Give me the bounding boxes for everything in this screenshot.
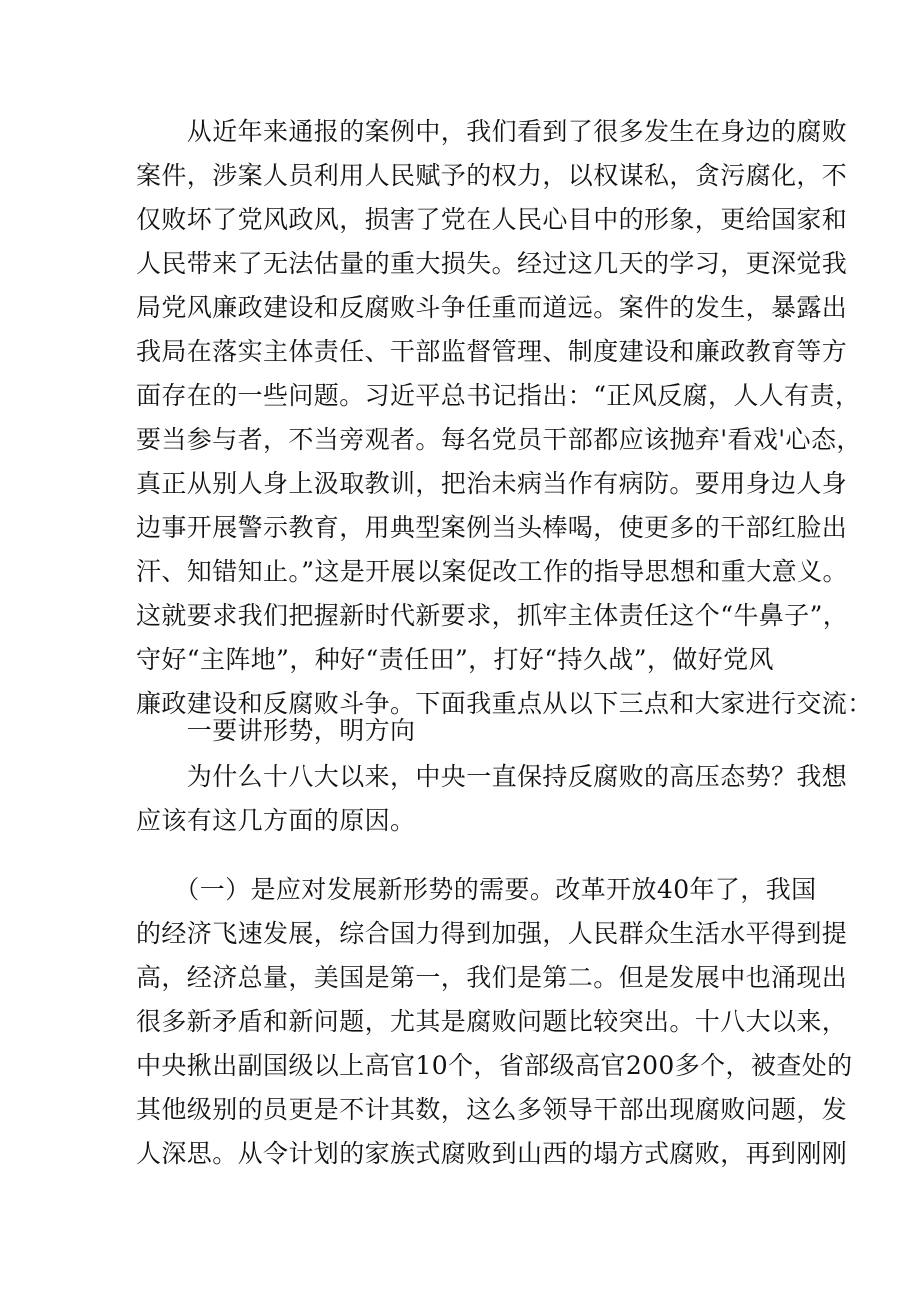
text-line: 人民带来了无法估量的重大损失。经过这几天的学习，更深觉我 — [136, 249, 848, 278]
text-line: 的经济飞速发展，综合国力得到加强，人民群众生活水平得到提 — [136, 919, 848, 948]
text-line: 局党风廉政建设和反腐败斗争任重而道远。案件的发生，暴露出 — [136, 293, 848, 322]
text-line: 这就要求我们把握新时代新要求，抓牢主体责任这个“牛鼻子”， — [136, 601, 849, 630]
paragraph-question — [136, 755, 848, 843]
text-line: 应该有这几方面的原因。 — [136, 806, 416, 835]
section-heading — [136, 709, 796, 753]
text-line: 真正从别人身上汲取教训，把治未病当作有病防。要用身边人身 — [136, 469, 848, 498]
text-line: 要当参与者，不当旁观者。每名党员干部都应该抛弃'看戏'心态， — [136, 425, 862, 454]
text-line: （一）是应对发展新形势的需要。改革开放40年了，我国 — [136, 875, 817, 904]
text-line: 汗、知错知止。”这是开展以案促改工作的指导思想和重大意义。 — [136, 557, 848, 586]
text-line: 一要讲形势，明方向 — [136, 716, 416, 745]
text-line: 高，经济总量，美国是第一，我们是第二。但是发展中也涌现出 — [136, 963, 848, 992]
text-line: 边事开展警示教育，用典型案例当头棒喝，使更多的干部红脸出 — [136, 513, 848, 542]
paragraph-intro — [136, 110, 873, 726]
text-line: 从近年来通报的案例中，我们看到了很多发生在身边的腐败 — [136, 117, 848, 146]
text-line: 仅败坏了党风政风，损害了党在人民心目中的形象，更给国家和 — [136, 205, 848, 234]
text-line: 案件，涉案人员利用人民赋予的权力，以权谋私，贪污腐化，不 — [136, 161, 848, 190]
text-line: 面存在的一些问题。习近平总书记指出：“正风反腐，人人有责， — [136, 381, 861, 410]
text-line: 人深思。从令计划的家族式腐败到山西的塌方式腐败，再到刚刚 — [136, 1139, 848, 1168]
text-line: 我局在落实主体责任、干部监督管理、制度建设和廉政教育等方 — [136, 337, 848, 366]
text-line: 守好“主阵地”，种好“责任田”，打好“持久战”，做好党风 — [136, 645, 774, 674]
text-line: 为什么十八大以来，中央一直保持反腐败的高压态势？我想 — [136, 762, 848, 791]
paragraph-point-one — [136, 868, 853, 1176]
text-line: 廉政建设和反腐败斗争。下面我重点从以下三点和大家进行交流： — [136, 689, 873, 718]
text-line: 中央揪出副国级以上高官10个，省部级高官200多个，被查处的 — [136, 1051, 853, 1080]
text-line: 很多新矛盾和新问题，尤其是腐败问题比较突出。十八大以来， — [136, 1007, 848, 1036]
text-line: 其他级别的员更是不计其数，这么多领导干部出现腐败问题，发 — [136, 1095, 848, 1124]
